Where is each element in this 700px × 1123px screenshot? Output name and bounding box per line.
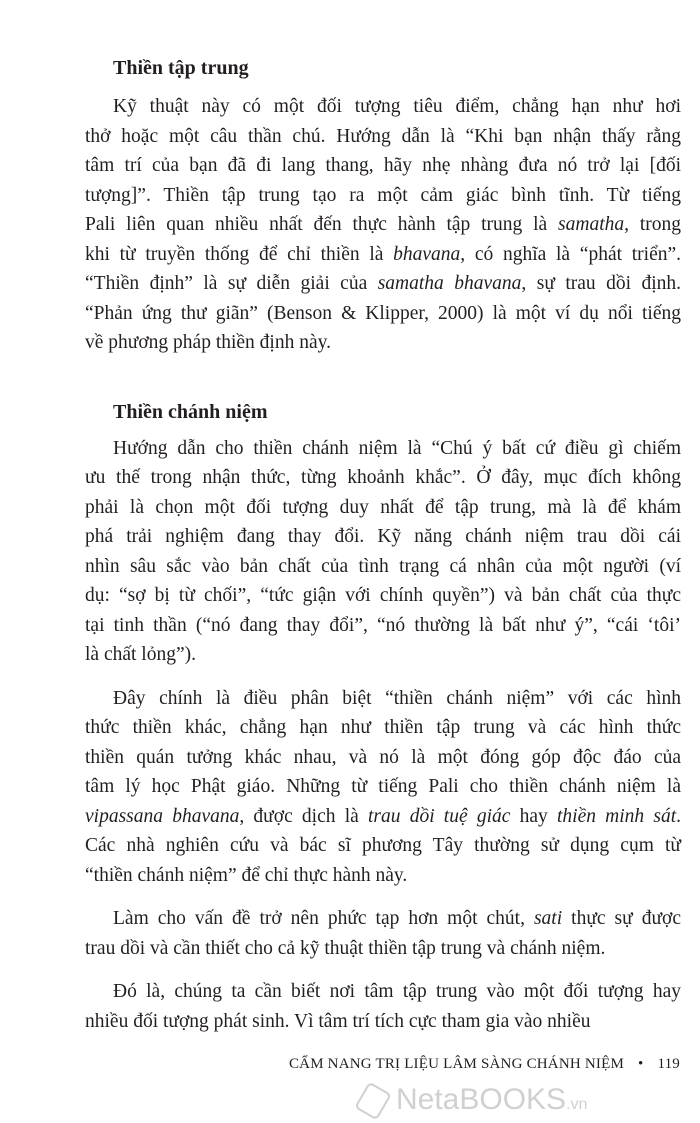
text-line bbox=[85, 934, 681, 964]
text-line bbox=[85, 802, 681, 832]
italic-term: trau dồi tuệ giác bbox=[367, 805, 511, 827]
text-line bbox=[85, 552, 681, 582]
text-run: nhìn sâu sắc vào bản chất của tình trạng cá nhân của một người (ví bbox=[85, 555, 681, 577]
text-run: Làm cho vấn đề trở nên phức tạp hơn một chút, bbox=[113, 908, 534, 929]
text-run: “Thiền định” là sự diễn giải của bbox=[85, 273, 378, 294]
text-run: Đó là, chúng ta cần biết nơi tâm tập trung vào một đối tượng hay bbox=[113, 981, 681, 1002]
text-run: dụ: “sợ bị từ chối”, “tức giận với chính quyền”) và bản chất của thực bbox=[85, 585, 681, 606]
text-run: thiền quán tưởng khác nhau, và nó là một đóng góp độc đáo của bbox=[85, 746, 681, 768]
text-run: ưu thế trong nhận thức, từng khoảnh khắc”. Ở đây, mục đích không bbox=[85, 467, 681, 488]
italic-term: samatha bhavana bbox=[377, 273, 522, 294]
text-run: Hướng dẫn cho thiền chánh niệm là “Chú ý bất cứ điều gì chiếm bbox=[113, 437, 681, 459]
watermark-logo bbox=[360, 1082, 587, 1118]
section-heading: Thiền chánh niệm bbox=[113, 400, 268, 423]
text-line bbox=[85, 743, 681, 773]
text-run: Đây chính là điều phân biệt “thiền chánh niệm” với các hình bbox=[113, 687, 681, 709]
text-line bbox=[85, 772, 681, 802]
paragraph bbox=[85, 92, 681, 358]
text-run: thở hoặc một câu thần chú. Hướng dẫn là “Khi bạn nhận thấy rằng bbox=[85, 125, 681, 147]
watermark-suffix: .vn bbox=[566, 1096, 588, 1113]
page-number: 119 bbox=[657, 1056, 680, 1072]
italic-term: thiền minh sát bbox=[556, 805, 677, 827]
brand-logo-icon bbox=[354, 1082, 392, 1121]
italic-term: sati bbox=[533, 908, 563, 929]
paragraph bbox=[85, 904, 681, 963]
text-line bbox=[85, 977, 681, 1007]
text-line bbox=[85, 151, 681, 181]
text-line bbox=[85, 328, 681, 358]
text-line bbox=[85, 684, 681, 714]
text-line bbox=[85, 122, 681, 152]
text-line bbox=[85, 581, 681, 611]
text-run: , có nghĩa là “phát triển”. bbox=[460, 243, 682, 265]
text-run: khi từ truyền thống để chỉ thiền là bbox=[85, 243, 394, 265]
text-line bbox=[85, 181, 681, 211]
text-line bbox=[85, 240, 681, 270]
running-title: CẨM NANG TRỊ LIỆU LÂM SÀNG CHÁNH NIỆM bbox=[288, 1056, 624, 1072]
text-run: nhiều đối tượng phát sinh. Vì tâm trí tích cực tham gia vào nhiều bbox=[85, 1010, 591, 1032]
page-body bbox=[85, 54, 681, 1036]
text-run: trau dồi và cần thiết cho cả kỹ thuật thiền tập trung và chánh niệm. bbox=[85, 937, 606, 959]
text-line bbox=[85, 611, 681, 641]
italic-term: samatha bbox=[558, 214, 625, 235]
text-line bbox=[85, 831, 681, 861]
section-heading: Thiền tập trung bbox=[113, 57, 249, 79]
text-line bbox=[85, 434, 681, 464]
text-line bbox=[85, 1007, 681, 1037]
text-run: tâm lý học Phật giáo. Những từ tiếng Pali cho thiền chánh niệm là bbox=[85, 776, 681, 797]
text-line bbox=[85, 463, 681, 493]
text-run: phải là chọn một đối tượng duy nhất để tập trung, mà là để khám bbox=[85, 496, 681, 518]
text-run: thức thiền khác, chẳng hạn như thiền tập trung và các hình thức bbox=[85, 717, 681, 738]
text-run: tượng]”. Thiền tập trung tạo ra một cảm giác bình tĩnh. Từ tiếng bbox=[85, 184, 681, 206]
text-run: Các nhà nghiên cứu và bác sĩ phương Tây thường sử dụng cụm từ bbox=[85, 835, 681, 856]
text-run: . bbox=[676, 805, 682, 827]
text-line bbox=[85, 92, 681, 122]
text-run: “thiền chánh niệm” để chỉ thực hành này. bbox=[85, 864, 408, 886]
text-run: , được dịch là bbox=[239, 805, 368, 827]
text-run: tại tinh thần (“nó đang thay đổi”, “nó thường là bất như ý”, “cái ‘tôi’ bbox=[85, 614, 681, 636]
text-run: Pali liên quan nhiều nhất đến thực hành tập trung là bbox=[85, 214, 559, 235]
text-run: Kỹ thuật này có một đối tượng tiêu điểm, chẳng hạn như hơi bbox=[113, 96, 681, 117]
text-line bbox=[85, 269, 681, 299]
text-run: thực sự được bbox=[562, 908, 681, 929]
text-run: tâm trí của bạn đã đi lang thang, hãy nhẹ nhàng đưa nó trở lại [đối bbox=[85, 155, 681, 176]
footer-separator: • bbox=[638, 1056, 644, 1072]
paragraph bbox=[85, 684, 681, 891]
text-line bbox=[85, 713, 681, 743]
text-line bbox=[85, 861, 681, 891]
italic-term: vipassana bhavana bbox=[85, 805, 240, 827]
text-line bbox=[85, 640, 681, 670]
watermark-brand: NetaBOOKS bbox=[396, 1083, 567, 1116]
text-run: , sự trau dồi định. bbox=[521, 273, 682, 294]
italic-term: bhavana bbox=[393, 243, 461, 265]
text-line bbox=[85, 210, 681, 240]
text-line bbox=[85, 904, 681, 934]
text-run: phá trải nghiệm đang thay đổi. Kỹ năng chánh niệm trau dồi cái bbox=[85, 526, 681, 547]
text-run: hay bbox=[510, 805, 557, 827]
paragraph bbox=[85, 977, 681, 1036]
text-run: về phương pháp thiền định này. bbox=[85, 332, 331, 353]
text-line bbox=[85, 522, 681, 552]
text-line bbox=[85, 493, 681, 523]
paragraph bbox=[85, 434, 681, 670]
text-run: “Phản ứng thư giãn” (Benson & Klipper, 2000) là một ví dụ nổi tiếng bbox=[85, 302, 681, 324]
text-line bbox=[85, 299, 681, 329]
text-run: , trong bbox=[624, 214, 681, 235]
page-footer bbox=[289, 1052, 680, 1076]
text-run: là chất lỏng”). bbox=[85, 644, 196, 665]
